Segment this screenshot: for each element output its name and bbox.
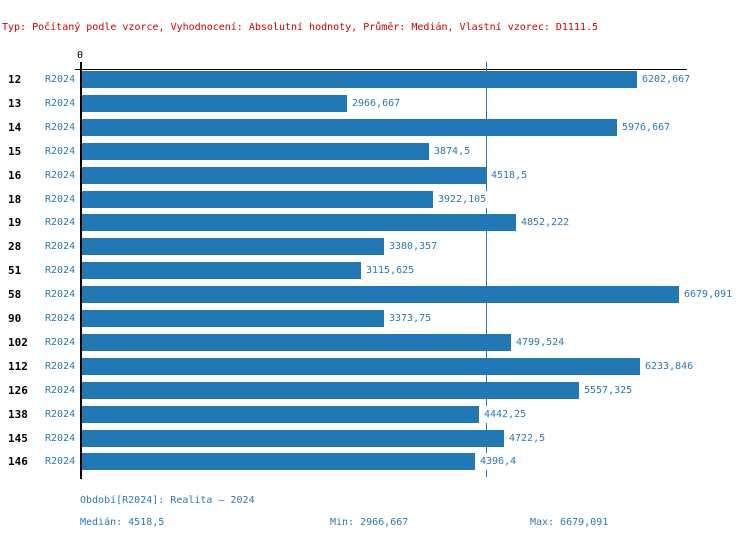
row-id-label: 58 bbox=[8, 288, 22, 301]
row-series-label: R2024 bbox=[45, 409, 76, 420]
row-series-label: R2024 bbox=[45, 289, 76, 300]
row-series-label: R2024 bbox=[45, 433, 76, 444]
bar bbox=[82, 406, 479, 423]
footer-period-label: Období[R2024]: Realita – 2024 bbox=[80, 495, 255, 506]
bar-value-label: 4799,524 bbox=[515, 334, 565, 351]
plot-top-axis-line bbox=[75, 69, 687, 70]
row-id-label: 12 bbox=[8, 73, 22, 86]
bar-row bbox=[0, 191, 750, 208]
bar-value-label: 6233,846 bbox=[644, 358, 694, 375]
bar bbox=[82, 358, 640, 375]
bar-value-label: 3922,105 bbox=[437, 191, 487, 208]
bar bbox=[82, 286, 679, 303]
row-series-label: R2024 bbox=[45, 241, 76, 252]
bar-row bbox=[0, 453, 750, 470]
row-series-label: R2024 bbox=[45, 194, 76, 205]
row-series-label: R2024 bbox=[45, 146, 76, 157]
row-series-label: R2024 bbox=[45, 337, 76, 348]
bar-value-label: 5976,667 bbox=[621, 119, 671, 136]
bar bbox=[82, 191, 433, 208]
bar bbox=[82, 453, 475, 470]
bar-value-label: 3380,357 bbox=[388, 238, 438, 255]
row-series-label: R2024 bbox=[45, 170, 76, 181]
row-series-label: R2024 bbox=[45, 265, 76, 276]
row-series-label: R2024 bbox=[45, 456, 76, 467]
bar bbox=[82, 238, 384, 255]
bar-row bbox=[0, 238, 750, 255]
bar bbox=[82, 214, 516, 231]
row-id-label: 102 bbox=[8, 336, 28, 349]
bar-value-label: 4518,5 bbox=[490, 167, 528, 184]
bar bbox=[82, 95, 347, 112]
bar-row bbox=[0, 334, 750, 351]
bar-row bbox=[0, 382, 750, 399]
bar bbox=[82, 334, 511, 351]
report-parameters-header: Typ: Počítaný podle vzorce, Vyhodnocení: Absolutní hodnoty, Průměr: Medián, Vlastní vzorec: D1111.5 bbox=[2, 22, 599, 33]
row-id-label: 18 bbox=[8, 193, 22, 206]
bar-value-label: 4722,5 bbox=[508, 430, 546, 447]
row-id-label: 90 bbox=[8, 312, 22, 325]
bar-row bbox=[0, 167, 750, 184]
row-id-label: 13 bbox=[8, 97, 22, 110]
row-id-label: 19 bbox=[8, 216, 22, 229]
bar bbox=[82, 310, 384, 327]
bar-row bbox=[0, 143, 750, 160]
x-axis-zero-label: 0 bbox=[77, 50, 84, 61]
row-series-label: R2024 bbox=[45, 313, 76, 324]
row-series-label: R2024 bbox=[45, 385, 76, 396]
bar-row bbox=[0, 430, 750, 447]
bar bbox=[82, 430, 504, 447]
row-id-label: 146 bbox=[8, 455, 28, 468]
row-id-label: 28 bbox=[8, 240, 22, 253]
bar bbox=[82, 167, 486, 184]
bar-value-label: 3115,625 bbox=[365, 262, 415, 279]
bar bbox=[82, 119, 617, 136]
row-id-label: 126 bbox=[8, 384, 28, 397]
bar-row bbox=[0, 262, 750, 279]
row-id-label: 51 bbox=[8, 264, 22, 277]
bar-value-label: 5557,325 bbox=[583, 382, 633, 399]
bar-value-label: 6679,091 bbox=[683, 286, 733, 303]
row-id-label: 14 bbox=[8, 121, 22, 134]
bar-row bbox=[0, 71, 750, 88]
bar bbox=[82, 143, 429, 160]
footer-median-stat: Medián: 4518,5 bbox=[80, 517, 165, 528]
bar-value-label: 4442,25 bbox=[483, 406, 527, 423]
bar bbox=[82, 262, 361, 279]
footer-min-stat: Min: 2966,667 bbox=[330, 517, 409, 528]
bar-value-label: 3373,75 bbox=[388, 310, 432, 327]
row-series-label: R2024 bbox=[45, 217, 76, 228]
bar-row bbox=[0, 406, 750, 423]
bar bbox=[82, 71, 637, 88]
bar-row bbox=[0, 119, 750, 136]
footer-max-stat: Max: 6679,091 bbox=[530, 517, 609, 528]
bar bbox=[82, 382, 579, 399]
row-series-label: R2024 bbox=[45, 361, 76, 372]
row-id-label: 138 bbox=[8, 408, 28, 421]
bar-value-label: 4396,4 bbox=[479, 453, 517, 470]
bar-row bbox=[0, 286, 750, 303]
row-id-label: 145 bbox=[8, 432, 28, 445]
row-id-label: 15 bbox=[8, 145, 22, 158]
row-id-label: 16 bbox=[8, 169, 22, 182]
bar-row bbox=[0, 310, 750, 327]
bar-row bbox=[0, 95, 750, 112]
bar-value-label: 2966,667 bbox=[351, 95, 401, 112]
row-series-label: R2024 bbox=[45, 98, 76, 109]
bar-row bbox=[0, 214, 750, 231]
row-id-label: 112 bbox=[8, 360, 28, 373]
row-series-label: R2024 bbox=[45, 122, 76, 133]
bar-value-label: 6202,667 bbox=[641, 71, 691, 88]
bar-row bbox=[0, 358, 750, 375]
row-series-label: R2024 bbox=[45, 74, 76, 85]
bar-value-label: 3874,5 bbox=[433, 143, 471, 160]
bar-value-label: 4852,222 bbox=[520, 214, 570, 231]
